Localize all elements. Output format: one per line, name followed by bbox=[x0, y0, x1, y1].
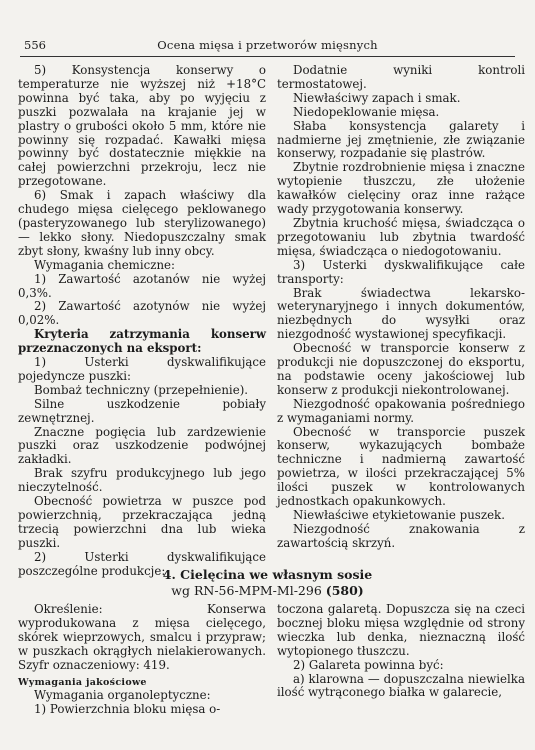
paragraph: Określenie: Konserwa wyprodukowana z mięsa cielęcego, skórek wieprzowych, smalcu i przypraw; w puszkach okrągłych nielakierowanych. Szyfr oznaczeniowy: 419. bbox=[18, 602, 266, 672]
paragraph: Obecność w transporcie konserw z produkcji nie dopuszczonej do eksportu, na podstawie oceny jakościowej lub konserw z produkcji niekontrolowanej. bbox=[277, 341, 525, 397]
standard-number: wg RN-56-MPM-Ml-296 bbox=[171, 583, 322, 598]
paragraph: toczona galaretą. Dopuszcza się na czeci bocznej bloku mięsa względnie od strony wieczka lub denka, nieznaczną ilość wytopionego tłuszczu. bbox=[277, 602, 525, 658]
bottom-left-column bbox=[18, 603, 266, 717]
paragraph: Zbytnia kruchość mięsa, świadcząca o przegotowaniu lub zbytnia twardość mięsa, świadcząca o niedogotowaniu. bbox=[277, 215, 525, 258]
paragraph: Dodatnie wyniki kontroli termostatowej. bbox=[277, 63, 525, 91]
paragraph: a) klarowna — dopuszczalna niewielka ilość wytrąconego białka w galarecie, bbox=[277, 671, 525, 700]
paragraph: 1) Powierzchnia bloku mięsa o- bbox=[34, 702, 221, 717]
paragraph: Brak świadectwa lekarsko-weterynaryjnego i innych dokumentów, niezbędnych do wysyłki oraz niezgodność wystawionej specyfikacji. bbox=[277, 285, 525, 342]
paragraph: Obecność w transporcie puszek konserw, wykazujących bombaże techniczne i nadmierną zawartość powietrza, w ilości przekraczającej 5% ilości puszek w kontrolowanych jednostkach opakunkowych. bbox=[277, 424, 525, 509]
paragraph: 2) Usterki dyskwalifikujące poszczególne produkcje: bbox=[18, 549, 266, 578]
paragraph: Obecność powietrza w puszce pod powierzchnią, przekraczająca jedną trzecią powierzchni dna lub wieka puszki. bbox=[18, 494, 266, 550]
paragraph: 1) Zawartość azotanów nie wyżej 0,3%. bbox=[18, 271, 266, 300]
paragraph: 3) Usterki dyskwalifikujące całe transporty: bbox=[277, 257, 525, 286]
paragraph: Niewłaściwe etykietowanie puszek. bbox=[293, 508, 505, 522]
subheading: Wymagania jakościowe bbox=[18, 676, 147, 688]
subheading: Kryteria zatrzymania konserw przeznaczonych na eksport: bbox=[18, 327, 266, 356]
page-header bbox=[20, 36, 515, 57]
paragraph: Znaczne pogięcia lub zardzewienie puszki oraz uszkodzenie podwójnej zakładki. bbox=[18, 424, 266, 467]
paragraph: Słaba konsystencja galarety i nadmierne jej zmętnienie, złe związanie konserwy, rozpadanie się plastrów. bbox=[277, 118, 525, 161]
running-title: Ocena mięsa i przetworów mięsnych bbox=[157, 38, 378, 52]
bottom-right-column bbox=[277, 603, 525, 700]
paragraph: Niezgodność opakowania pośredniego z wymaganiami normy. bbox=[277, 396, 525, 425]
left-column bbox=[18, 64, 266, 579]
product-code: (580) bbox=[325, 583, 364, 598]
paragraph: Zbytnie rozdrobnienie mięsa i znaczne wytopienie tłuszczu, złe ułożenie kawałków cielęciny oraz inne rażące wady przygotowania konserwy. bbox=[277, 160, 525, 217]
paragraph: Brak szyfru produkcyjnego lub jego nieczytelność. bbox=[18, 466, 266, 495]
section-heading bbox=[20, 567, 515, 599]
paragraph: Bombaż techniczny (przepełnienie). bbox=[34, 382, 249, 397]
paragraph: 1) Usterki dyskwalifikujące pojedyncze puszki: bbox=[18, 355, 266, 383]
paragraph: Niedopeklowanie mięsa. bbox=[293, 104, 440, 119]
section-title: 4. Cielęcina we własnym sosie bbox=[162, 567, 373, 582]
paragraph: Niezgodność znakowania z zawartością skrzyń. bbox=[277, 521, 525, 550]
paragraph: Wymagania organoleptyczne: bbox=[34, 688, 211, 703]
paragraph: Wymagania chemiczne: bbox=[34, 257, 176, 272]
paragraph: Silne uszkodzenie pobiały zewnętrznej. bbox=[18, 396, 266, 425]
paragraph: 5) Konsystencja konserwy o temperaturze nie wyższej niż +18°C powinna być taka, aby po wyjęciu z puszki pozwalała na krajanie jej w plastry o grubości około 5 mm, które nie powinny się rozpadać. Kawałki mięsa powinny być dostatecznie miękkie na całej powierzchni przekroju, lecz nie przegotowane. bbox=[18, 63, 266, 189]
right-column bbox=[277, 64, 525, 551]
paragraph: 2) Galareta powinna być: bbox=[293, 657, 444, 672]
paragraph: 2) Zawartość azotynów nie wyżej 0,02%. bbox=[18, 299, 266, 328]
page-number: 556 bbox=[24, 38, 46, 52]
paragraph: Niewłaściwy zapach i smak. bbox=[293, 90, 461, 105]
paragraph: 6) Smak i zapach właściwy dla chudego mięsa cielęcego peklowanego (pasteryzowanego lub sterylizowanego) — lekko słony. Niedopuszczalny smak zbyt słony, kwaśny lub inny obcy. bbox=[18, 188, 266, 258]
section-standard-line bbox=[20, 583, 515, 599]
